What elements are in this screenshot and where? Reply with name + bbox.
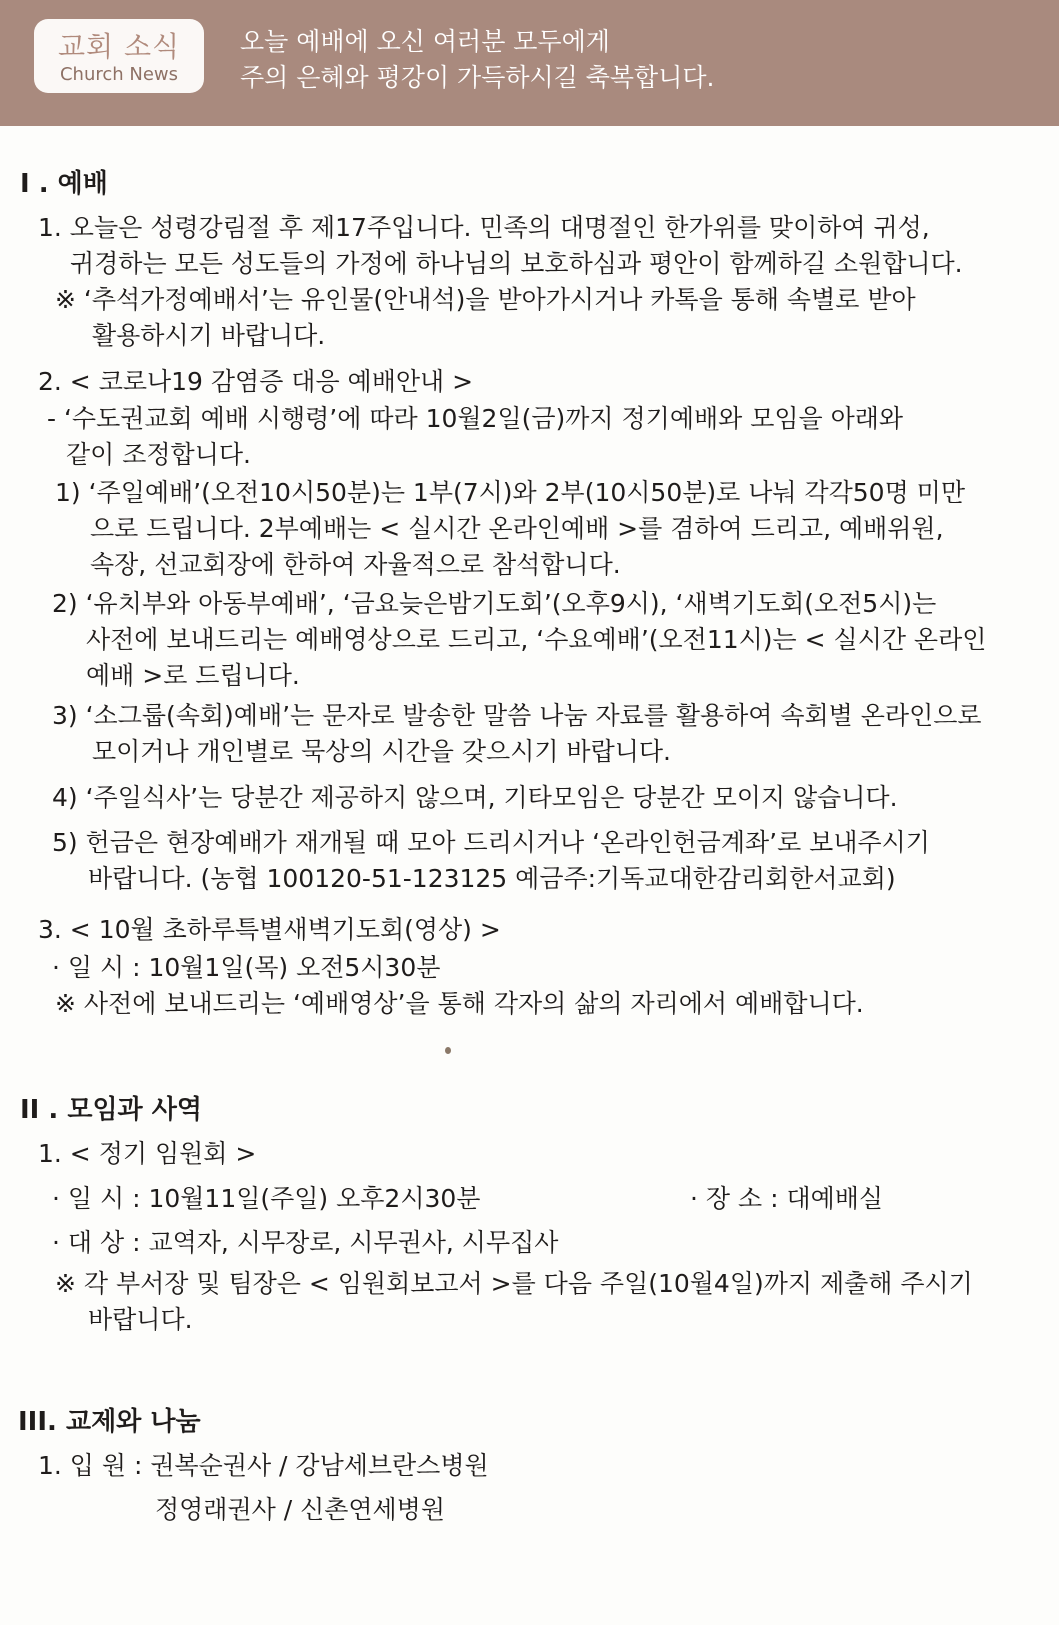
badge-korean-title: 교회 소식 [57,30,181,63]
s1-item2-sub5-line1: 5) 헌금은 현장예배가 재개될 때 모아 드리시거나 ‘온라인헌금계좌’로 보내주시기 [52,828,930,857]
s1-item2-sub2-line2: 사전에 보내드리는 예배영상으로 드리고, ‘수요예배’(오전11시)는 < 실시간 온라인 [86,625,987,654]
s1-item1-note2: 활용하시기 바랍니다. [92,321,326,350]
church-news-badge [34,19,204,93]
s1-item2-sub5-line2: 바랍니다. (농협 100120-51-123125 예금주:기독교대한감리회한서교회) [88,864,896,893]
s2-item1-note1: ※ 각 부서장 및 팀장은 < 임원회보고서 >를 다음 주일(10월4일)까지 제출해 주시기 [55,1269,973,1298]
section-1-title: I . 예배 [20,169,108,199]
s1-item1-line1: 1. 오늘은 성령강림절 후 제17주입니다. 민족의 대명절인 한가위를 맞이하여 귀성, [38,213,930,242]
s1-item2-sub1-line1: 1) ‘주일예배’(오전10시50분)는 1부(7시)와 2부(10시50분)로 나눠 각각50명 미만 [55,478,965,507]
s2-item1-target: · 대 상 : 교역자, 시무장로, 시무권사, 시무집사 [52,1228,559,1257]
s1-item2-intro1: - ‘수도권교회 예배 시행령’에 따라 10월2일(금)까지 정기예배와 모임을 아래와 [47,404,904,433]
header-banner [0,0,1059,126]
s1-item2-sub3-line1: 3) ‘소그룹(속회)예배’는 문자로 발송한 말씀 나눔 자료를 활용하여 속회별 온라인으로 [52,701,982,730]
s1-item2-sub1-line2: 으로 드립니다. 2부예배는 < 실시간 온라인예배 >를 겸하여 드리고, 예배위원, [90,514,944,543]
s1-item1-line2: 귀경하는 모든 성도들의 가정에 하나님의 보호하심과 평안이 함께하길 소원합니다. [70,249,963,278]
s1-item3-note: ※ 사전에 보내드리는 ‘예배영상’을 통해 각자의 삶의 자리에서 예배합니다. [55,989,864,1018]
s1-item2-sub3-line2: 모이거나 개인별로 묵상의 시간을 갖으시기 바랍니다. [92,737,671,766]
s2-item1-place: · 장 소 : 대예배실 [690,1184,884,1213]
s2-item1-time: · 일 시 : 10월11일(주일) 오후2시30분 [52,1184,481,1213]
s3-item1-line2: 정영래권사 / 신촌연세병원 [155,1495,445,1524]
s2-item1-note2: 바랍니다. [88,1305,193,1334]
s1-item2-sub2-line1: 2) ‘유치부와 아동부예배’, ‘금요늦은밤기도회’(오후9시), ‘새벽기도회(오전5시)는 [52,589,937,618]
paper-speck [445,1047,451,1054]
s1-item1-note1: ※ ‘추석가정예배서’는 유인물(안내석)을 받아가시거나 카톡을 통해 속별로 받아 [55,285,916,314]
greeting-line-2: 주의 은혜와 평강이 가득하시길 축복합니다. [240,63,715,92]
badge-english-title: Church News [59,64,179,85]
s1-item2-sub4-line1: 4) ‘주일식사’는 당분간 제공하지 않으며, 기타모임은 당분간 모이지 않습니다. [52,783,898,812]
s1-item2-title: 2. < 코로나19 감염증 대응 예배안내 > [38,367,474,396]
s1-item2-sub1-line3: 속장, 선교회장에 한하여 자율적으로 참석합니다. [90,550,621,579]
greeting-line-1: 오늘 예배에 오신 여러분 모두에게 [240,27,610,56]
s1-item3-time: · 일 시 : 10월1일(목) 오전5시30분 [52,953,441,982]
s3-item1-line1: 1. 입 원 : 권복순권사 / 강남세브란스병원 [38,1451,489,1480]
s2-item1-title: 1. < 정기 임원회 > [38,1139,257,1168]
section-2-title: II . 모임과 사역 [20,1095,202,1125]
section-3-title: III. 교제와 나눔 [18,1407,201,1437]
s1-item3-title: 3. < 10월 초하루특별새벽기도회(영상) > [38,915,501,944]
s1-item2-sub2-line3: 예배 >로 드립니다. [86,661,300,690]
s1-item2-intro2: 같이 조정합니다. [66,440,251,469]
